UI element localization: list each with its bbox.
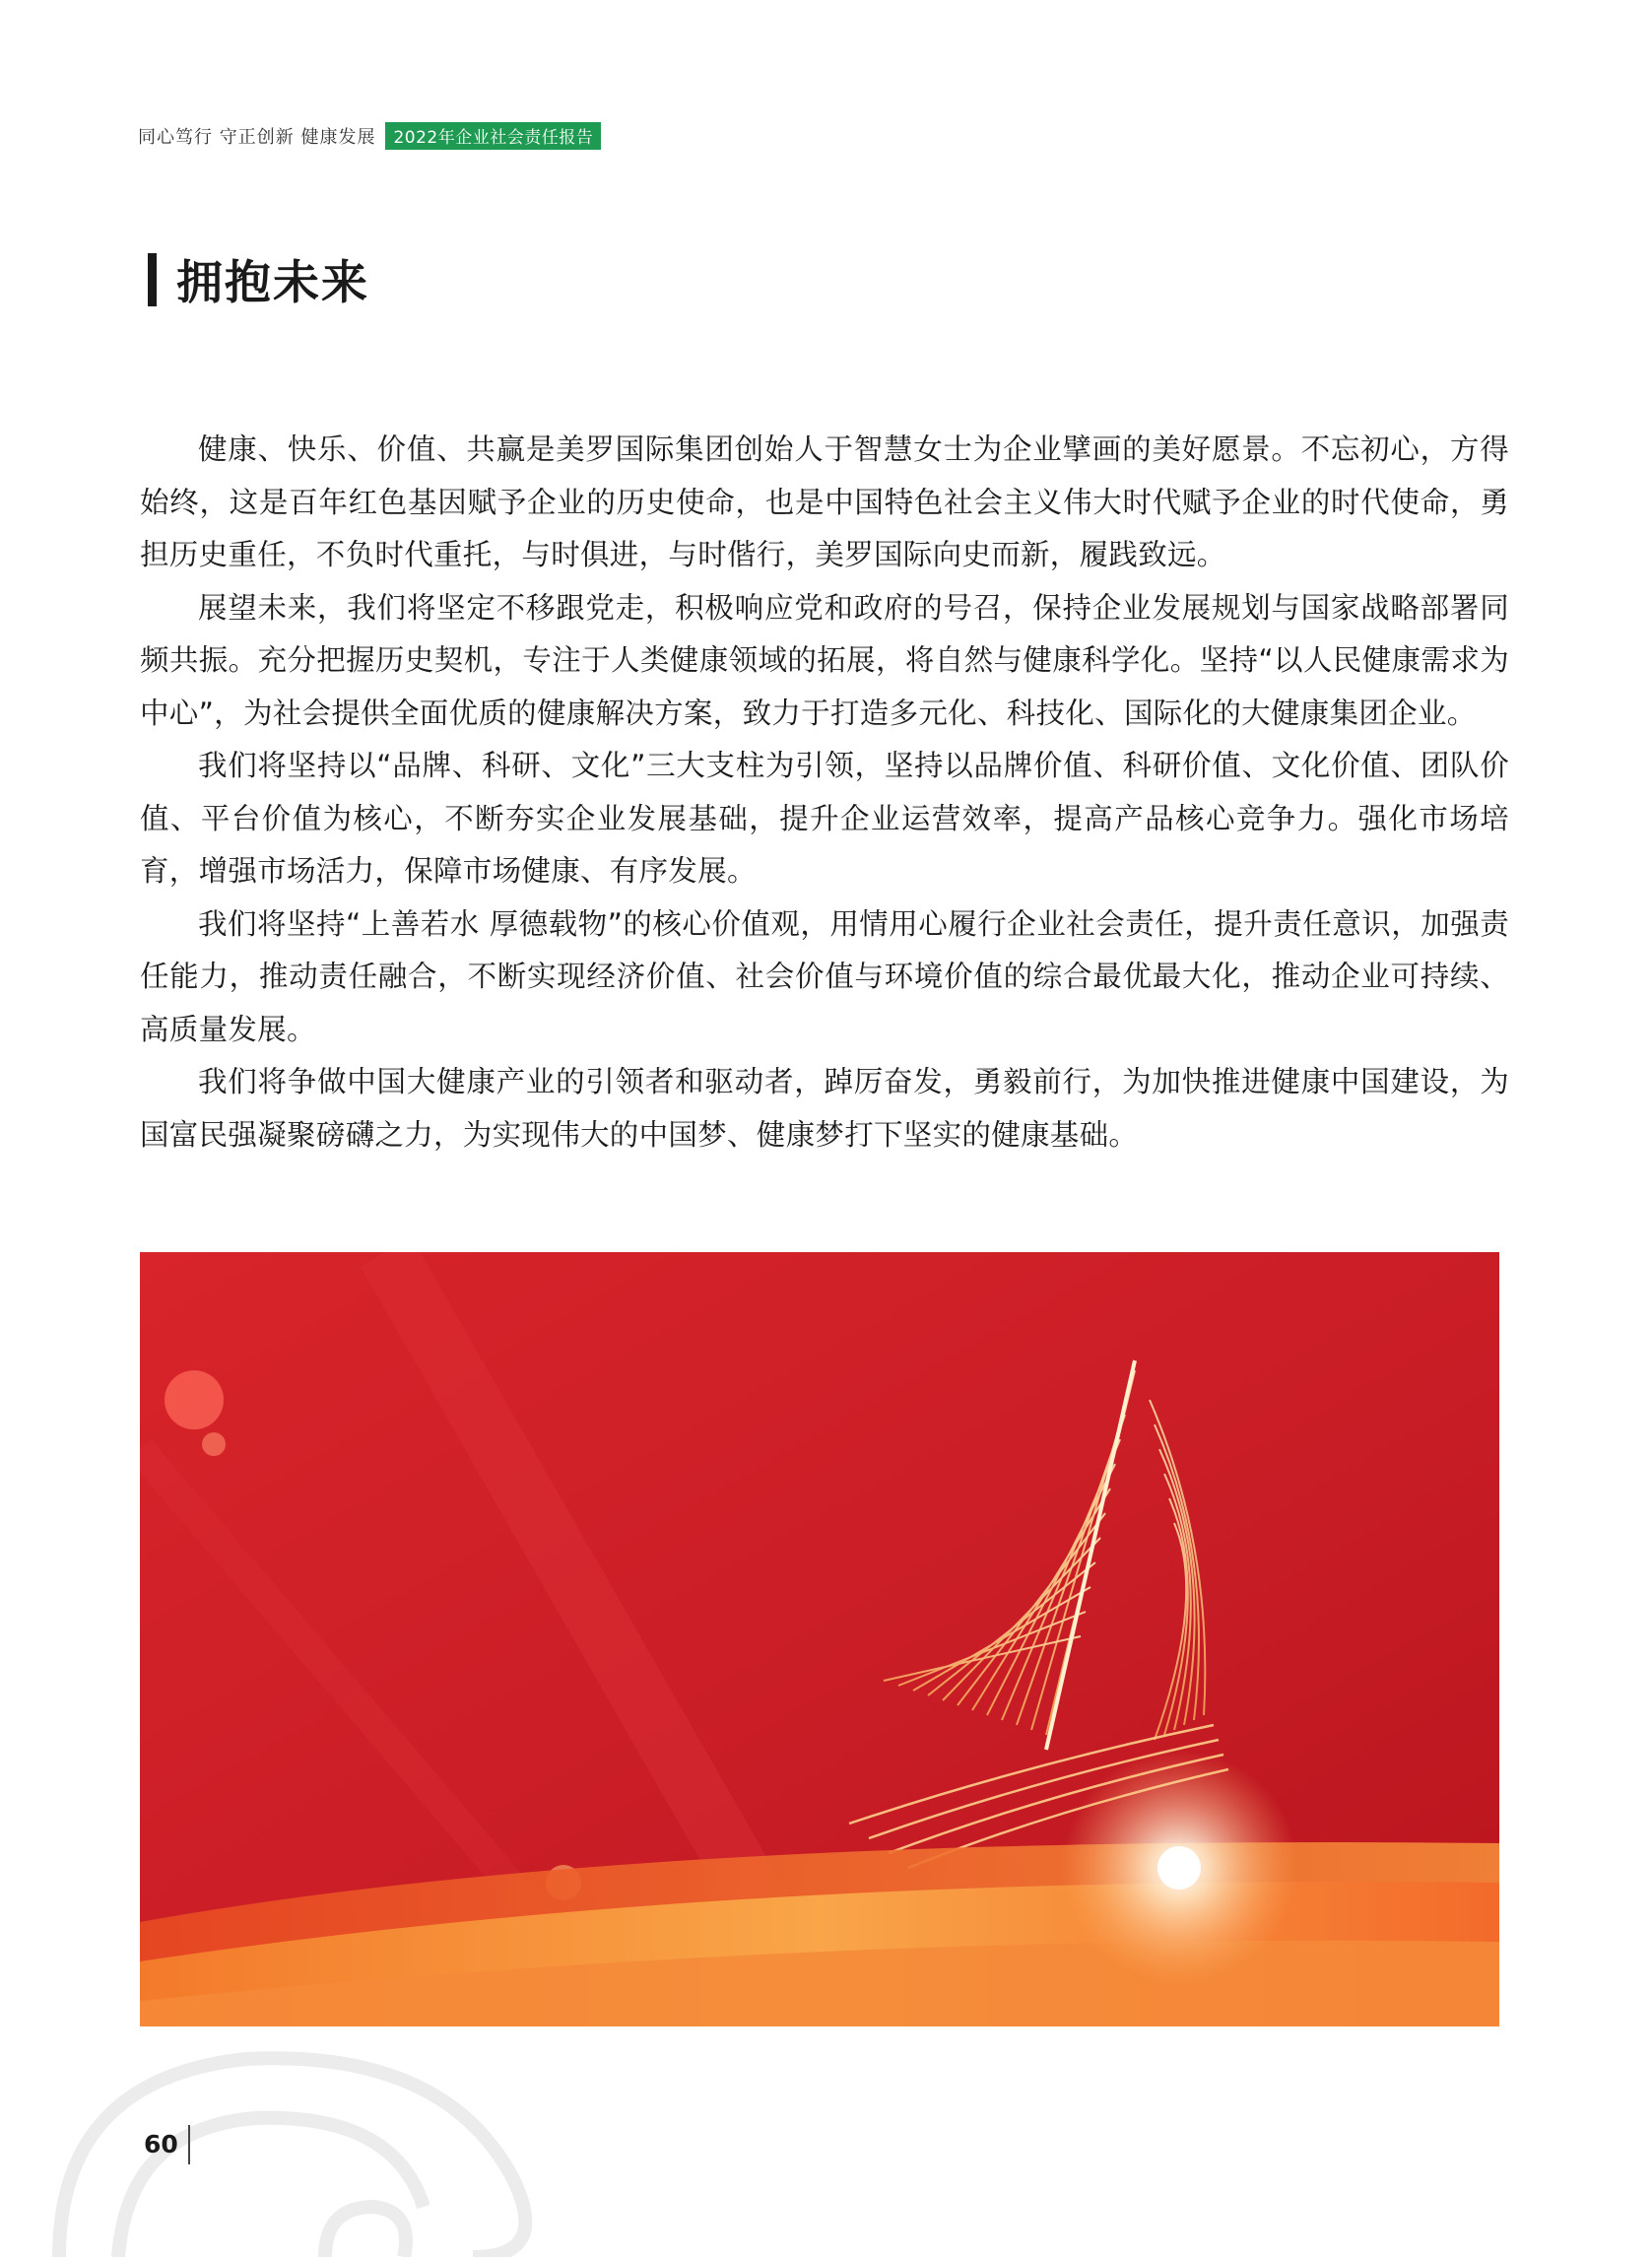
paragraph: 我们将坚持“上善若水 厚德载物”的核心价值观，用情用心履行企业社会责任，提升责任意识，加强责任能力，推动责任融合，不断实现经济价值、社会价值与环境价值的综合最优最大化，推动企业可持续、高质量发展。 (140, 906, 1509, 1046)
report-header (138, 122, 601, 150)
section-heading (148, 246, 369, 312)
cloud-pattern-decoration (0, 2020, 690, 2257)
paragraph: 健康、快乐、价值、共赢是美罗国际集团创始人于智慧女士为企业擘画的美好愿景。不忘初心，方得始终，这是百年红色基因赋予企业的历史使命，也是中国特色社会主义伟大时代赋予企业的时代使命，勇担历史重任，不负时代重托，与时俱进，与时偕行，美罗国际向史而新，履践致远。 (140, 432, 1509, 571)
body-text (140, 424, 1509, 1162)
report-year-badge: 2022年企业社会责任报告 (385, 122, 601, 150)
page-number: 60 (144, 2130, 178, 2158)
paragraph: 我们将坚持以“品牌、科研、文化”三大支柱为引领，坚持以品牌价值、科研价值、文化价值、团队价值、平台价值为核心，不断夯实企业发展基础，提升企业运营效率，提高产品核心竞争力。强化市场培育，增强市场活力，保障市场健康、有序发展。 (140, 749, 1509, 888)
header-slogan: 同心笃行 守正创新 健康发展 (138, 127, 376, 148)
paragraph: 展望未来，我们将坚定不移跟党走，积极响应党和政府的号召，保持企业发展规划与国家战略部署同频共振。充分把握历史契机，专注于人类健康领域的拓展，将自然与健康科学化。坚持“以人民健康需求为中心”，为社会提供全面优质的健康解决方案，致力于打造多元化、科技化、国际化的大健康集团企业。 (140, 590, 1509, 730)
paragraph: 我们将争做中国大健康产业的引领者和驱动者，踔厉奋发，勇毅前行，为加快推进健康中国建设，为国富民强凝聚磅礴之力，为实现伟大的中国梦、健康梦打下坚实的健康基础。 (140, 1065, 1509, 1152)
section-title: 拥抱未来 (176, 256, 369, 310)
title-accent-bar (148, 253, 157, 306)
page-number-divider (188, 2125, 190, 2164)
sailboat-banner-image (140, 1252, 1499, 2026)
